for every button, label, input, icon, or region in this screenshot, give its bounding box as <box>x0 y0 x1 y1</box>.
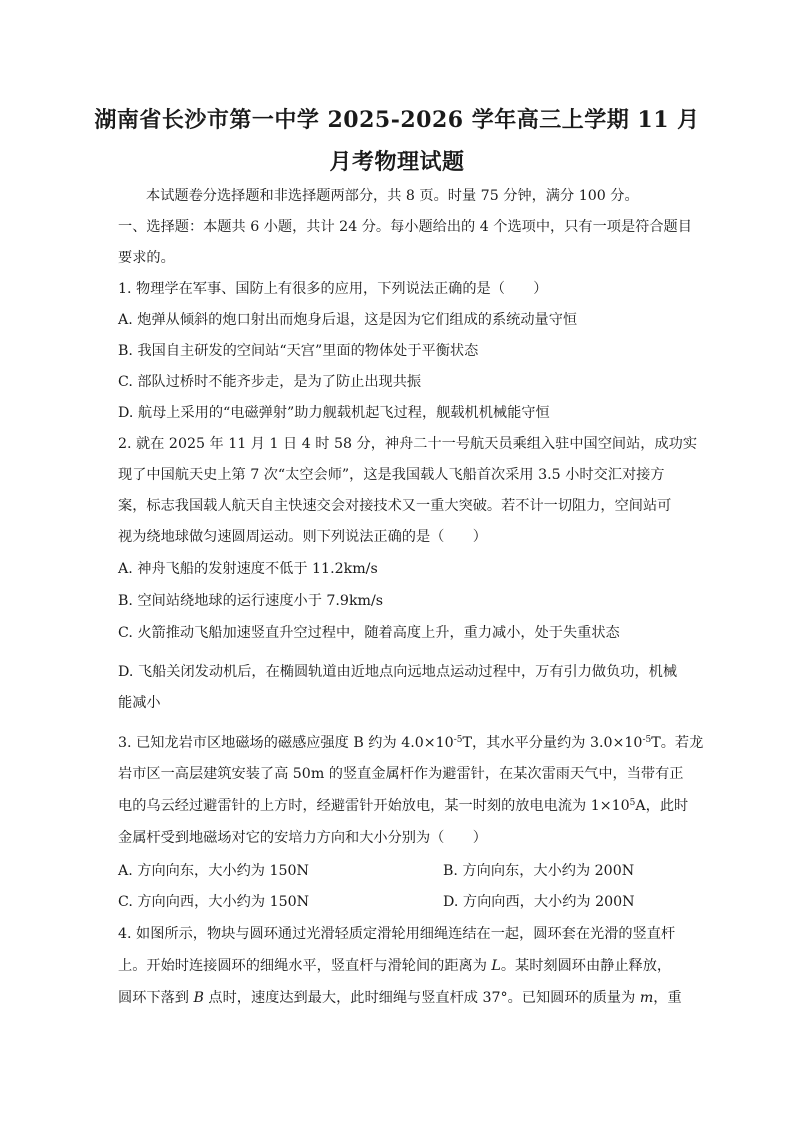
q3-stem-line1-c: T。若龙 <box>651 735 704 751</box>
q3-stem-line2: 岩市区一高层建筑安装了高 50m 的竖直金属杆作为避雷针，在某次雷雨天气中，当带有正 <box>118 766 684 782</box>
q3-stem-line1-a: 3. 已知龙岩市区地磁场的磁感应强度 B 约为 4.0×10 <box>118 735 454 751</box>
q2-stem-line1: 2. 就在 2025 年 11 月 1 日 4 时 58 分，神舟二十一号航天员乘组入驻中国空间站，成功实 <box>118 436 698 452</box>
q2-option-d-line2: 能减小 <box>118 695 161 711</box>
q1-stem: 1. 物理学在军事、国防上有很多的应用，下列说法正确的是（ ） <box>118 281 548 297</box>
q3-stem-line3-b: A，此时 <box>635 798 689 814</box>
section-heading-line1: 一、选择题：本题共 6 小题，共计 24 分。每小题给出的 4 个选项中，只有一项是符合题目 <box>118 219 692 235</box>
exam-title-line1: 湖南省长沙市第一中学 2025-2026 学年高三上学期 11 月 <box>94 107 700 133</box>
q2-option-c: C. 火箭推动飞船加速竖直升空过程中，随着高度上升，重力减小，处于失重状态 <box>118 625 620 641</box>
q4-stem-line3 <box>118 988 682 1008</box>
q4-stem-line3-b: 点时，速度达到最大，此时细绳与竖直杆成 37°。已知圆环的质量为 <box>203 990 640 1006</box>
q3-option-a: A. 方向向东，大小约为 150N <box>118 863 309 879</box>
q4-stem-line2 <box>118 956 671 976</box>
q2-option-b: B. 空间站绕地球的运行速度小于 7.9km/s <box>118 593 384 609</box>
exam-title-line2: 月考物理试题 <box>329 149 465 175</box>
q4-stem-line1: 4. 如图所示，物块与圆环通过光滑轻质定滑轮用细绳连结在一起，圆环套在光滑的竖直杆 <box>118 926 676 942</box>
q3-exponent-1: -5 <box>453 735 463 745</box>
q1-option-b: B. 我国自主研发的空间站“天宫”里面的物体处于平衡状态 <box>118 343 479 359</box>
q2-option-a: A. 神舟飞船的发射速度不低于 11.2km/s <box>118 561 378 577</box>
q4-variable-B: B <box>193 990 204 1006</box>
q2-stem-line2: 现了中国航天史上第 7 次“太空会师”，这是我国载人飞船首次采用 3.5 小时交汇对接方 <box>118 467 665 483</box>
q4-variable-L: L <box>491 958 501 974</box>
q3-stem-line4: 金属杆受到地磁场对它的安培力方向和大小分别为（ ） <box>118 830 487 846</box>
q2-stem-line4: 视为绕地球做匀速圆周运动。则下列说法正确的是（ ） <box>118 529 487 545</box>
q4-stem-line3-a: 圆环下落到 <box>118 990 194 1006</box>
q4-stem-line2-b: 。某时刻圆环由静止释放， <box>500 958 672 974</box>
q3-stem-line3-a: 电的乌云经过避雷针的上方时，经避雷针开始放电，某一时刻的放电电流为 1×10 <box>118 798 630 814</box>
q4-variable-m: m <box>639 990 654 1006</box>
q3-stem-line3 <box>118 796 688 816</box>
q1-option-c: C. 部队过桥时不能齐步走，是为了防止出现共振 <box>118 374 422 390</box>
q3-stem-line1 <box>118 733 703 753</box>
q1-option-a: A. 炮弹从倾斜的炮口射出而炮身后退，这是因为它们组成的系统动量守恒 <box>118 312 578 328</box>
q3-exponent-2: -5 <box>642 735 652 745</box>
q3-option-b: B. 方向向东，大小约为 200N <box>443 863 635 879</box>
section-heading-line2: 要求的。 <box>118 250 175 266</box>
q4-stem-line2-a: 上。开始时连接圆环的细绳水平，竖直杆与滑轮间的距离为 <box>118 958 492 974</box>
q3-option-d: D. 方向向西，大小约为 200N <box>443 894 635 910</box>
q2-option-d-line1: D. 飞船关闭发动机后，在椭圆轨道由近地点向远地点运动过程中，万有引力做负功，机械 <box>118 664 678 680</box>
q4-stem-line3-c: ，重 <box>653 990 682 1006</box>
q3-exponent-3: 5 <box>629 798 636 808</box>
q1-option-d: D. 航母上采用的“电磁弹射”助力舰载机起飞过程，舰载机机械能守恒 <box>118 405 550 421</box>
q3-stem-line1-b: T，其水平分量约为 3.0×10 <box>462 735 643 751</box>
q3-option-c: C. 方向向西，大小约为 150N <box>118 894 310 910</box>
q2-stem-line3: 案，标志我国载人航天自主快速交会对接技术又一重大突破。若不计一切阻力，空间站可 <box>118 498 672 514</box>
exam-intro: 本试题卷分选择题和非选择题两部分，共 8 页。时量 75 分钟，满分 100 分。 <box>146 188 639 204</box>
